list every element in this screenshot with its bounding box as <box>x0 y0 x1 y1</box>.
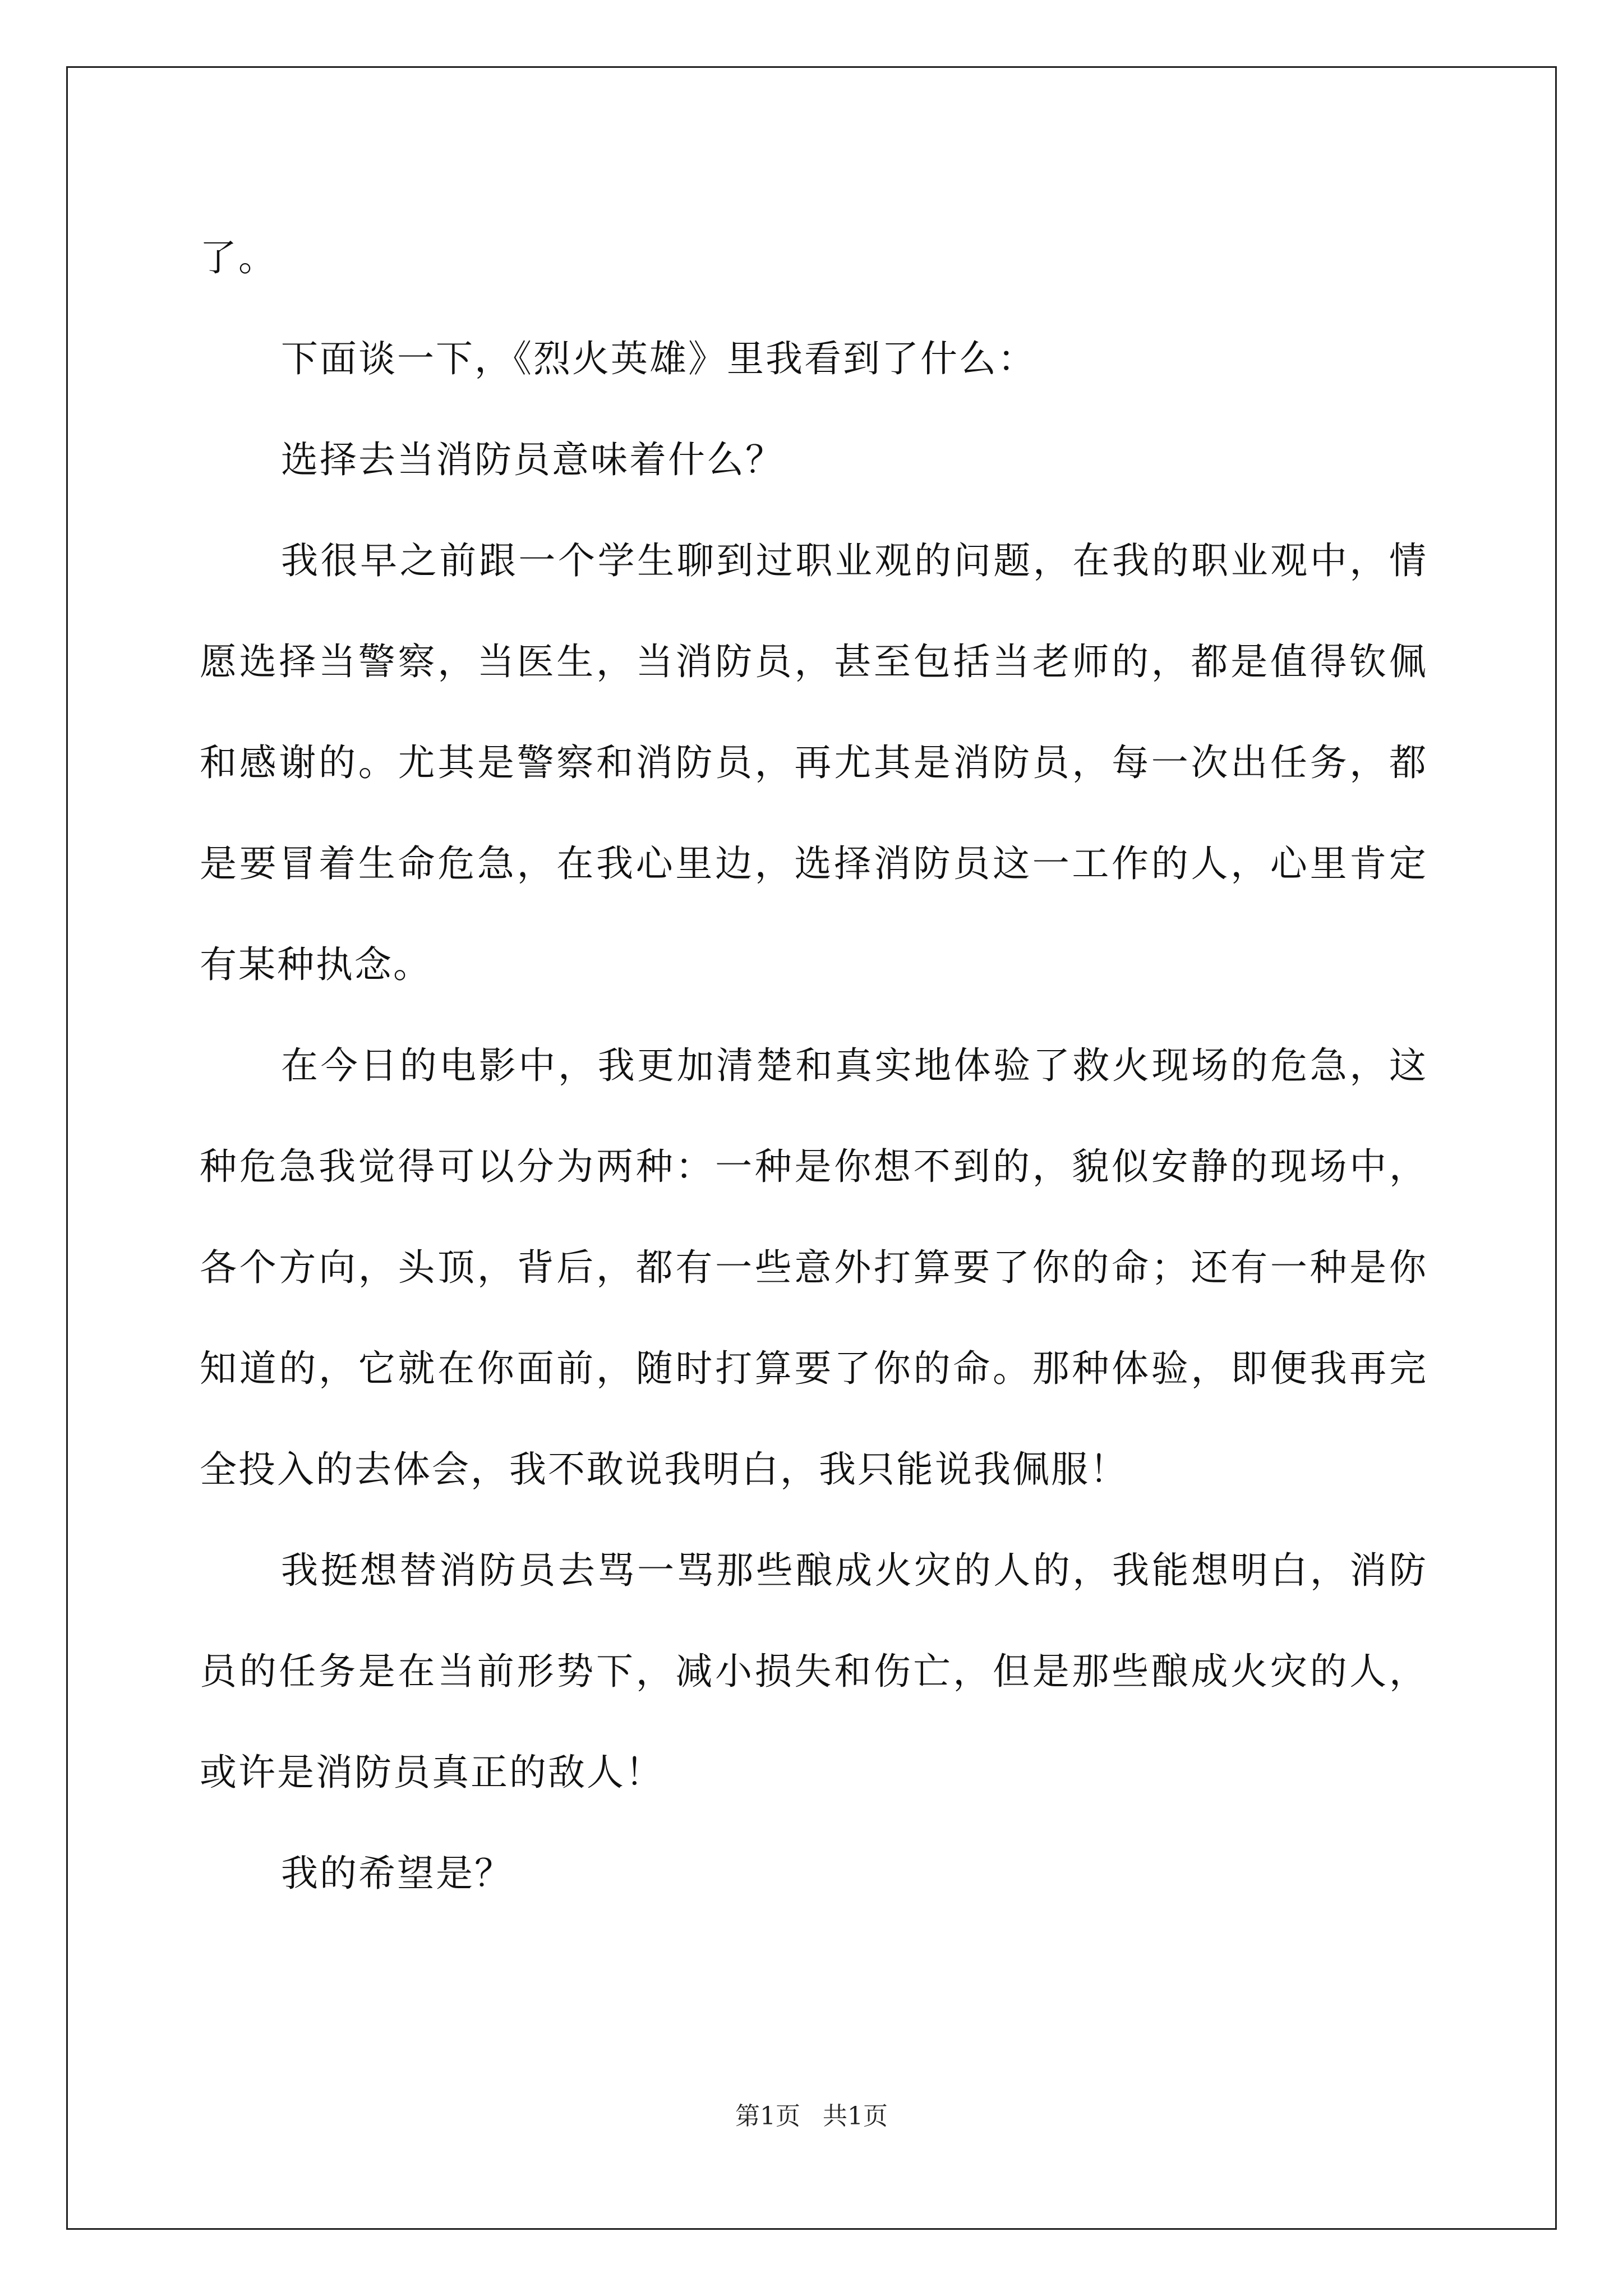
paragraph-fire-cause: 我挺想替消防员去骂一骂那些酿成火灾的人的，我能想明白，消防员的任务是在当前形势下，减小损失和伤亡，但是那些酿成火灾的人，或许是消防员真正的敌人！ <box>200 1549 1428 1794</box>
paragraph-question: 选择去当消防员意味着什么？ <box>281 438 784 481</box>
paragraph-continuation: 了。 <box>200 236 277 279</box>
document-body <box>200 208 1428 1924</box>
paragraph-intro: 下面谈一下，《烈火英雄》里我看到了什么： <box>281 337 1036 380</box>
page-footer <box>0 2100 1623 2133</box>
paragraph-hope: 我的希望是？ <box>281 1852 513 1895</box>
page-number: 第1页 <box>735 2102 800 2131</box>
page-total: 共1页 <box>823 2102 888 2131</box>
paragraph-danger: 在今日的电影中，我更加清楚和真实地体验了救火现场的危急，这种危急我觉得可以分为两种：一种是你想不到的，貌似安静的现场中，各个方向，头顶，背后，都有一些意外打算要了你的命；还有一种是你知道的，它就在你面前，随时打算要了你的命。那种体验，即便我再完全投入的去体会，我不敢说我明白，我只能说我佩服！ <box>200 1044 1428 1491</box>
paragraph-career-view: 我很早之前跟一个学生聊到过职业观的问题，在我的职业观中，情愿选择当警察，当医生，当消防员，甚至包括当老师的，都是值得钦佩和感谢的。尤其是警察和消防员，再尤其是消防员，每一次出任务，都是要冒着生命危急，在我心里边，选择消防员这一工作的人，心里肯定有某种执念。 <box>200 539 1428 986</box>
